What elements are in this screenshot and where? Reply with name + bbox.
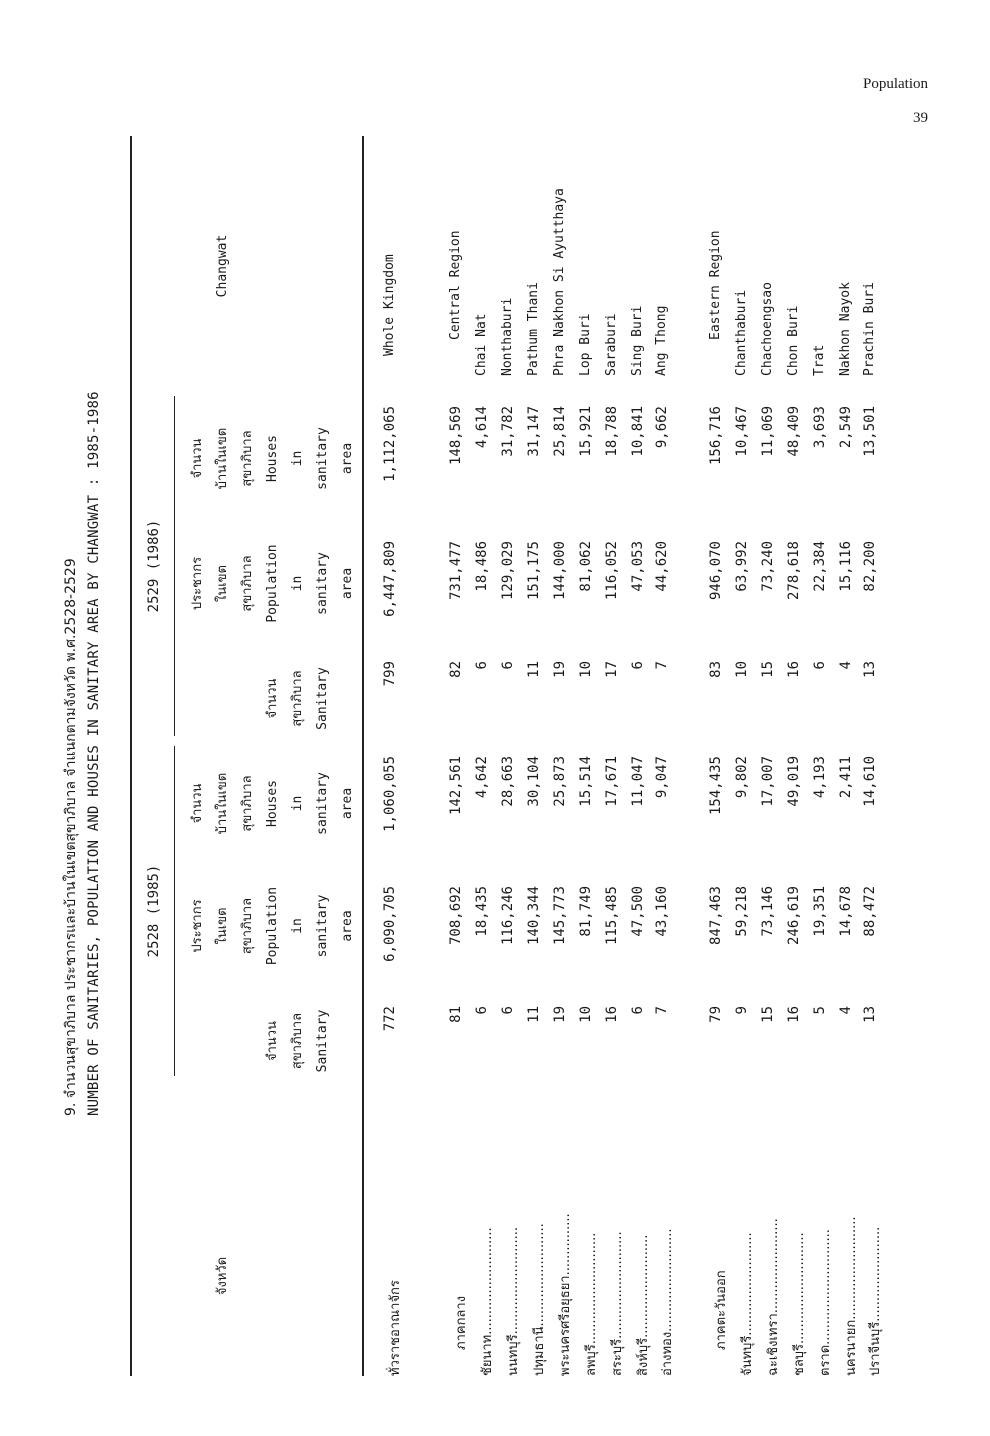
cell-sanitary-1986: 15: [760, 661, 776, 678]
cell-sanitary-1986: 4: [838, 661, 854, 670]
cell-houses-1985: 9,047: [654, 756, 670, 799]
cell-houses-1985: 49,019: [786, 756, 802, 807]
cell-sanitary-1986: 6: [500, 661, 516, 670]
cell-sanitary-1985: 6: [630, 1006, 646, 1015]
cell-sanitary-1985: 13: [862, 1006, 878, 1023]
cell-sanitary-1985: 6: [500, 1006, 516, 1015]
cell-houses-1985: 25,873: [552, 756, 568, 807]
cell-population-1985: 14,678: [838, 886, 854, 937]
row-label-thai: ชัยนาท..........................: [480, 1227, 495, 1376]
cell-houses-1986: 31,782: [500, 406, 516, 457]
row-label-thai: อ่างทอง.........................: [660, 1228, 675, 1376]
cell-population-1985: 43,160: [654, 886, 670, 937]
row-label-thai: สระบุรี..........................: [610, 1231, 625, 1376]
cell-sanitary-1985: 15: [760, 1006, 776, 1023]
cell-population-1986: 946,070: [708, 541, 724, 601]
cell-population-1986: 6,447,809: [382, 541, 398, 617]
cell-houses-1985: 28,663: [500, 756, 516, 807]
header-houses-1986: จำนวน บ้านในเขต สุขาภิบาล Houses in sanitary area: [190, 427, 355, 490]
cell-houses-1985: 2,411: [838, 756, 854, 799]
row-label-english: Chanthaburi: [734, 289, 749, 376]
cell-houses-1986: 3,693: [812, 406, 828, 449]
cell-sanitary-1986: 799: [382, 661, 398, 687]
cell-population-1986: 144,000: [552, 541, 568, 601]
cell-houses-1985: 14,610: [862, 756, 878, 807]
page-number: 39: [913, 110, 928, 126]
row-label-thai: จันทบุรี.........................: [740, 1232, 755, 1376]
cell-population-1985: 19,351: [812, 886, 828, 937]
row-label-english: Phra Nakhon Si Ayutthaya: [552, 188, 567, 376]
cell-population-1986: 18,486: [474, 541, 490, 592]
cell-houses-1985: 17,671: [604, 756, 620, 807]
cell-houses-1986: 15,921: [578, 406, 594, 457]
cell-houses-1985: 15,514: [578, 756, 594, 807]
cell-population-1986: 73,240: [760, 541, 776, 592]
cell-population-1985: 73,146: [760, 886, 776, 937]
cell-sanitary-1986: 17: [604, 661, 620, 678]
cell-houses-1985: 1,060,055: [382, 756, 398, 832]
row-label-thai: ชลบุรี...........................: [792, 1232, 807, 1376]
header-changwat-thai: จังหวัด: [215, 1256, 230, 1296]
cell-sanitary-1985: 16: [604, 1006, 620, 1023]
row-label-english: Nakhon Nayok: [838, 282, 853, 376]
year-1986-underline: [174, 396, 175, 736]
row-label-english: Eastern Region: [708, 230, 723, 340]
header-year-1985: 2528 (1985): [146, 864, 162, 958]
row-label-thai: ปทุมธานี.........................: [532, 1223, 547, 1376]
cell-sanitary-1986: 6: [630, 661, 646, 670]
cell-sanitary-1986: 6: [474, 661, 490, 670]
row-label-english: Pathum Thani: [526, 282, 541, 376]
row-label-english: Chai Nat: [474, 313, 489, 376]
cell-sanitary-1985: 772: [382, 1006, 398, 1032]
header-sanitary-1985: จำนวน สุขาภิบาล Sanitary: [265, 1009, 330, 1073]
cell-sanitary-1985: 79: [708, 1006, 724, 1023]
cell-houses-1985: 30,104: [526, 756, 542, 807]
cell-sanitary-1986: 16: [786, 661, 802, 678]
cell-houses-1986: 10,841: [630, 406, 646, 457]
row-label-english: Nonthaburi: [500, 297, 515, 376]
row-label-english: Sing Buri: [630, 305, 645, 376]
cell-population-1985: 140,344: [526, 886, 542, 946]
cell-sanitary-1986: 6: [812, 661, 828, 670]
cell-population-1986: 47,053: [630, 541, 646, 592]
cell-houses-1986: 25,814: [552, 406, 568, 457]
cell-population-1986: 44,620: [654, 541, 670, 592]
cell-sanitary-1985: 10: [578, 1006, 594, 1023]
cell-population-1986: 15,116: [838, 541, 854, 592]
header-bottom-rule: [362, 136, 364, 1376]
cell-houses-1986: 148,569: [448, 406, 464, 466]
row-label-thai: ภาคกลาง: [454, 1295, 469, 1350]
header-sanitary-1986: จำนวน สุขาภิบาล Sanitary: [265, 667, 330, 730]
row-label-english: Trat: [812, 344, 827, 376]
cell-houses-1986: 11,069: [760, 406, 776, 457]
row-label-english: Saraburi: [604, 313, 619, 376]
row-label-english: Chon Buri: [786, 305, 801, 376]
cell-population-1986: 63,992: [734, 541, 750, 592]
cell-population-1986: 278,618: [786, 541, 802, 601]
row-label-thai: สิงห์บุรี.........................: [636, 1234, 651, 1376]
cell-houses-1985: 142,561: [448, 756, 464, 816]
cell-houses-1985: 4,193: [812, 756, 828, 799]
row-label-thai: นครนายก.........................: [844, 1216, 859, 1376]
cell-sanitary-1986: 13: [862, 661, 878, 678]
row-label-english: Prachin Buri: [862, 282, 877, 376]
cell-houses-1986: 1,112,065: [382, 406, 398, 482]
cell-population-1986: 22,384: [812, 541, 828, 592]
cell-population-1985: 6,090,705: [382, 886, 398, 962]
cell-sanitary-1986: 83: [708, 661, 724, 678]
cell-sanitary-1985: 19: [552, 1006, 568, 1023]
cell-population-1985: 81,749: [578, 886, 594, 937]
row-label-english: Central Region: [448, 230, 463, 340]
rotated-table-page: [60, 136, 930, 1376]
row-label-thai: ตราด............................: [818, 1229, 833, 1376]
cell-population-1986: 116,052: [604, 541, 620, 601]
cell-population-1986: 81,062: [578, 541, 594, 592]
cell-sanitary-1986: 10: [734, 661, 750, 678]
cell-sanitary-1985: 6: [474, 1006, 490, 1015]
row-label-thai: พระนครศรีอยุธยา...............: [558, 1213, 573, 1376]
cell-houses-1986: 31,147: [526, 406, 542, 457]
cell-sanitary-1985: 16: [786, 1006, 802, 1023]
cell-population-1985: 59,218: [734, 886, 750, 937]
cell-sanitary-1985: 81: [448, 1006, 464, 1023]
row-label-english: Chachoengsao: [760, 282, 775, 376]
row-label-thai: ปราจีนบุรี.......................: [868, 1226, 883, 1376]
header-houses-1985: จำนวน บ้านในเขต สุขาภิบาล Houses in sanitary area: [190, 772, 355, 835]
row-label-english: Lop Buri: [578, 313, 593, 376]
cell-houses-1985: 9,802: [734, 756, 750, 799]
row-label-thai: ทั่วราชอาณาจักร: [388, 1280, 403, 1376]
row-label-thai: ภาคตะวันออก: [714, 1270, 729, 1350]
header-changwat-english: Changwat: [215, 234, 230, 298]
cell-population-1985: 708,692: [448, 886, 464, 946]
cell-sanitary-1985: 11: [526, 1006, 542, 1023]
cell-population-1985: 47,500: [630, 886, 646, 937]
cell-sanitary-1985: 7: [654, 1006, 670, 1015]
row-label-thai: ฉะเชิงเทรา.......................: [766, 1218, 781, 1376]
cell-sanitary-1985: 4: [838, 1006, 854, 1015]
cell-sanitary-1985: 9: [734, 1006, 750, 1015]
cell-population-1986: 731,477: [448, 541, 464, 601]
row-label-thai: ลพบุรี...........................: [584, 1232, 599, 1376]
cell-houses-1986: 4,614: [474, 406, 490, 449]
cell-population-1985: 847,463: [708, 886, 724, 946]
cell-population-1986: 82,200: [862, 541, 878, 592]
running-head-section: Population: [862, 76, 928, 92]
table-title-thai: 9. จำนวนสุขาภิบาล ประชากรและบ้านในเขตสุขาภิบาล จำแนกตามจังหวัด พ.ศ.2528-2529: [63, 558, 79, 1116]
cell-sanitary-1985: 5: [812, 1006, 828, 1015]
header-population-1986: ประชากร ในเขต สุขาภิบาล Population in sanitary area: [190, 544, 355, 623]
top-rule: [130, 136, 132, 1376]
row-label-english: Ang Thong: [654, 305, 669, 376]
cell-sanitary-1986: 19: [552, 661, 568, 678]
cell-houses-1986: 9,662: [654, 406, 670, 449]
cell-houses-1985: 4,642: [474, 756, 490, 799]
cell-houses-1986: 13,501: [862, 406, 878, 457]
cell-population-1985: 246,619: [786, 886, 802, 946]
cell-houses-1986: 18,788: [604, 406, 620, 457]
cell-population-1985: 18,435: [474, 886, 490, 937]
header-population-1985: ประชากร ในเขต สุขาภิบาล Population in sanitary area: [190, 886, 355, 966]
cell-houses-1986: 48,409: [786, 406, 802, 457]
cell-houses-1985: 154,435: [708, 756, 724, 816]
cell-sanitary-1986: 7: [654, 661, 670, 670]
cell-houses-1986: 156,716: [708, 406, 724, 466]
cell-sanitary-1986: 82: [448, 661, 464, 678]
year-1985-underline: [174, 746, 175, 1076]
cell-houses-1986: 10,467: [734, 406, 750, 457]
cell-houses-1985: 11,047: [630, 756, 646, 807]
cell-population-1986: 129,029: [500, 541, 516, 601]
header-year-1986: 2529 (1986): [146, 519, 162, 613]
cell-population-1986: 151,175: [526, 541, 542, 601]
cell-population-1985: 115,485: [604, 886, 620, 946]
cell-population-1985: 88,472: [862, 886, 878, 937]
cell-houses-1986: 2,549: [838, 406, 854, 449]
cell-sanitary-1986: 11: [526, 661, 542, 678]
cell-houses-1985: 17,007: [760, 756, 776, 807]
cell-population-1985: 145,773: [552, 886, 568, 946]
table-title-english: NUMBER OF SANITARIES, POPULATION AND HOUSES IN SANITARY AREA BY CHANGWAT : 1985-1986: [86, 391, 102, 1116]
cell-population-1985: 116,246: [500, 886, 516, 946]
row-label-thai: นนทบุรี..........................: [506, 1226, 521, 1376]
cell-sanitary-1986: 10: [578, 661, 594, 678]
row-label-english: Whole Kingdom: [382, 254, 397, 356]
